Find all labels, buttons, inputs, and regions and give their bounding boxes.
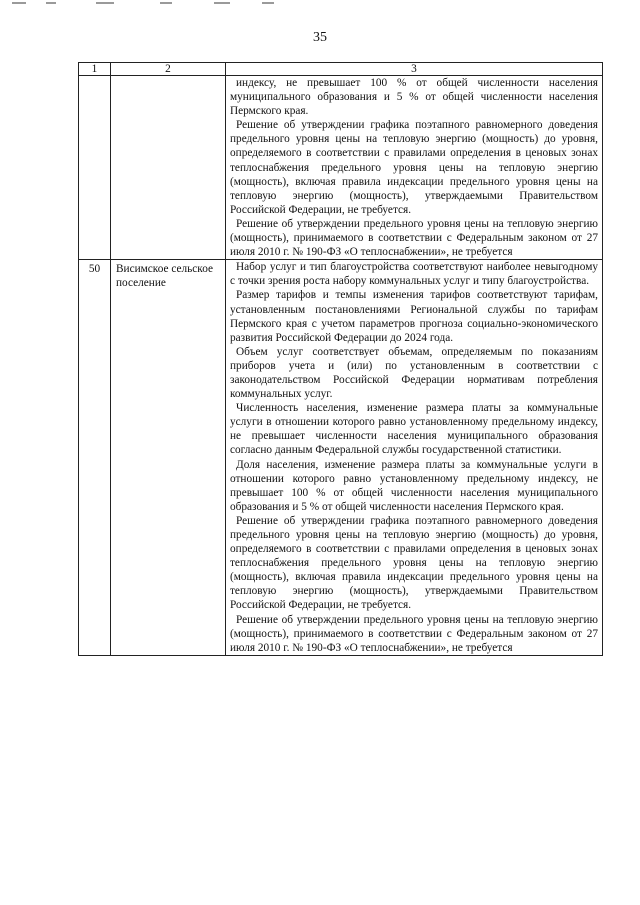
paragraph: Размер тарифов и темпы изменения тарифов соответствуют тарифам, установленным постановлениями Региональной службы по тарифам Пермского края с учетом параметров прогноза социально-экономического развития Российской Федерации до 2024 года. bbox=[230, 289, 598, 344]
scan-edge-marks bbox=[0, 0, 640, 6]
paragraph: Численность населения, изменение размера платы за коммунальные услуги в отношении которого равно установленному предельному индексу, не превышает численности населения муниципального образования согласно данным Федеральной службы государственной статистики. bbox=[230, 402, 598, 457]
conditions-cell bbox=[226, 260, 603, 656]
table-row bbox=[79, 76, 603, 260]
conditions-cell bbox=[226, 76, 603, 260]
table-header-row bbox=[79, 63, 603, 76]
paragraph: Доля населения, изменение размера платы за коммунальные услуги в отношении которого равно установленному предельному индексу, не превышает 100 % от общей численности населения муниципального образования и 5 % от общей численности населения Пермского края. bbox=[230, 458, 598, 513]
paragraph: Набор услуг и тип благоустройства соответствуют наиболее невыгодному с точки зрения роста набору коммунальных услуг и типу благоустройства. bbox=[230, 261, 598, 288]
column-header-number: 1 bbox=[79, 63, 111, 76]
paragraph: Решение об утверждении предельного уровня цены на тепловую энергию (мощность), принимаемого в соответствии с Федеральным законом от 27 июля 2010 г. № 190-ФЗ «О теплоснабжении», не требуется bbox=[230, 217, 598, 259]
municipality-name: Висимское сельское поселение bbox=[111, 260, 226, 656]
column-header-municipality: 2 bbox=[111, 63, 226, 76]
municipality-name bbox=[111, 76, 226, 260]
paragraph: Решение об утверждении графика поэтапного равномерного доведения предельного уровня цены на тепловую энергию (мощность) до уровня, определяемого в соответствии с правилами определения в ценовых зонах теплоснабжения предельного уровня цены на тепловую энергию (мощность), включая правила индексации предельного уровня цены на тепловую энергию (мощность), утверждаемыми Правительством Российской Федерации, не требуется. bbox=[230, 119, 598, 216]
table-row bbox=[79, 260, 603, 656]
paragraph: Решение об утверждении графика поэтапного равномерного доведения предельного уровня цены на тепловую энергию (мощность) до уровня, определяемого в соответствии с правилами определения в ценовых зонах теплоснабжения предельного уровня цены на тепловую энергию (мощность), включая правила индексации предельного уровня цены на тепловую энергию (мощность), утверждаемыми Правительством Российской Федерации, не требуется. bbox=[230, 514, 598, 612]
row-number: 50 bbox=[79, 260, 111, 656]
paragraph: Объем услуг соответствует объемам, определяемым по показаниям приборов учета и (или) по установленным в соответствии с законодательством Российской Федерации нормативам потребления коммунальных услуг. bbox=[230, 345, 598, 401]
tariff-table bbox=[78, 62, 603, 656]
page-number: 35 bbox=[313, 30, 327, 45]
paragraph: Решение об утверждении предельного уровня цены на тепловую энергию (мощность), принимаемого в соответствии с Федеральным законом от 27 июля 2010 г. № 190-ФЗ «О теплоснабжении», не требуется bbox=[230, 613, 598, 654]
column-header-conditions: 3 bbox=[226, 63, 603, 76]
row-number bbox=[79, 76, 111, 260]
paragraph: индексу, не превышает 100 % от общей численности населения муниципального образования и 5 % от общей численности населения Пермского края. bbox=[230, 77, 598, 118]
